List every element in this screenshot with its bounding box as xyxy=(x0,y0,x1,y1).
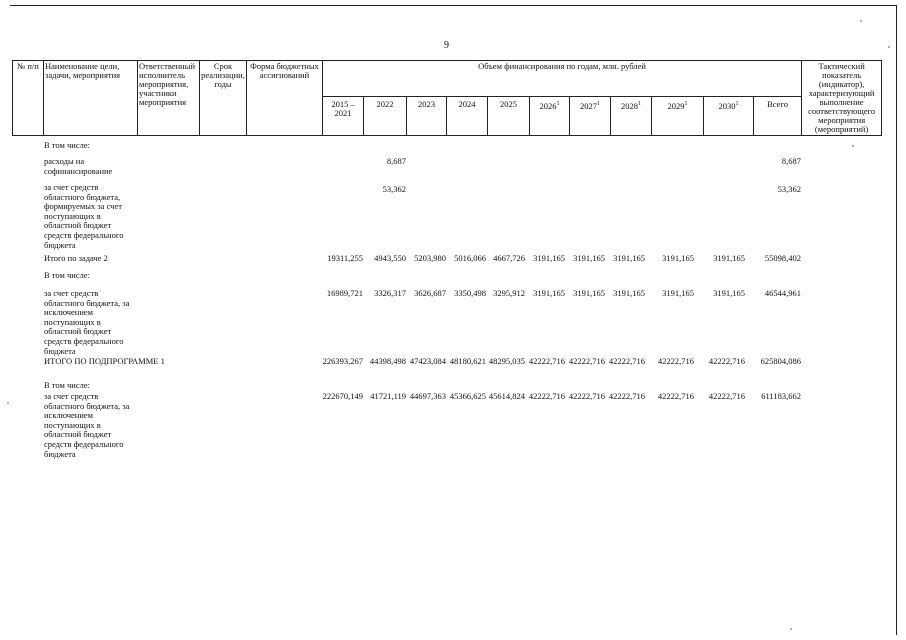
header-year-9 xyxy=(704,96,754,135)
year-label: 2025 xyxy=(500,98,517,109)
row-value: 8,687 xyxy=(386,156,406,166)
row-value: 53,362 xyxy=(777,184,801,194)
header-year-2 xyxy=(407,96,447,135)
row-value: 42222,716 xyxy=(708,391,745,401)
row-label: за счет средств областного бюджета, за исключением поступающих в областной бюджет средств федерального бюджета xyxy=(44,391,130,459)
row-value: 4943,550 xyxy=(374,253,406,263)
row-value: 3191,165 xyxy=(573,253,605,263)
year-footnote-mark: 1 xyxy=(556,100,560,107)
row-value: 42222,716 xyxy=(657,356,694,366)
row-value: 42222,716 xyxy=(528,391,565,401)
row-label: ИТОГО ПО ПОДПРОГРАММЕ 1 xyxy=(44,356,165,366)
scan-speck xyxy=(852,145,854,147)
header-period: Срок реализации, годы xyxy=(200,61,247,136)
header-volume: Объем финансирования по годам, млн. рублей xyxy=(323,61,802,97)
row-label: за счет средств областного бюджета, за исключением поступающих в областной бюджет средств федерального бюджета xyxy=(44,288,130,356)
row-value: 55098,402 xyxy=(764,253,801,263)
row-value: 45366,625 xyxy=(449,391,486,401)
header-year-6 xyxy=(570,96,611,135)
row-value: 48295,035 xyxy=(488,356,525,366)
row-value: 8,687 xyxy=(781,156,801,166)
row-value: 226393,267 xyxy=(322,356,363,366)
row-label: Итого по задаче 2 xyxy=(44,253,108,263)
row-value: 41721,119 xyxy=(370,391,406,401)
row-value: 3191,165 xyxy=(662,253,694,263)
header-year-4 xyxy=(488,96,530,135)
year-footnote-mark: 1 xyxy=(638,100,641,107)
row-label: В том числе: xyxy=(44,140,90,150)
row-label: за счет средств областного бюджета, формируемых за счет поступающих в областной бюджет средств федерального бюджета xyxy=(44,182,124,250)
header-indicator: Тактический показатель (индикатор), характеризующий выполнение соответствующего мероприятия (мероприятий) xyxy=(802,61,882,136)
year-footnote-mark: 1 xyxy=(597,100,600,107)
header-form: Форма бюджетных ассигнований xyxy=(247,61,323,136)
row-value: 3191,165 xyxy=(713,253,745,263)
row-label: В том числе: xyxy=(44,270,90,280)
row-value: 3326,317 xyxy=(374,288,406,298)
row-value: 44697,363 xyxy=(409,391,446,401)
row-value: 46544,961 xyxy=(764,288,801,298)
year-label: 2015 – 2021 xyxy=(331,98,355,118)
page-border-top xyxy=(10,5,896,6)
row-value: 625804,086 xyxy=(760,356,801,366)
header-year-3 xyxy=(447,96,488,135)
year-label: 2024 xyxy=(458,98,476,109)
row-value: 48180,621 xyxy=(449,356,486,366)
row-label: В том числе: xyxy=(44,380,90,390)
row-value: 3626,687 xyxy=(414,288,446,298)
scan-speck xyxy=(790,628,792,630)
year-footnote-mark: 1 xyxy=(735,100,739,107)
row-value: 19311,255 xyxy=(327,253,363,263)
row-value: 47423,084 xyxy=(409,356,446,366)
header-year-1 xyxy=(364,96,407,135)
row-label: расходы на софинансирование xyxy=(44,156,113,176)
row-value: 222670,149 xyxy=(322,391,363,401)
year-label: 2023 xyxy=(418,98,435,109)
header-name: Наименование цели, задачи, мероприятия xyxy=(44,61,138,136)
row-value: 42222,716 xyxy=(608,356,645,366)
header-responsible: Ответственный исполнитель мероприятия, участники мероприятия xyxy=(138,61,200,136)
row-value: 42222,716 xyxy=(568,391,605,401)
budget-table-header xyxy=(12,60,882,136)
row-value: 3191,165 xyxy=(613,253,645,263)
row-value: 611183,662 xyxy=(761,391,801,401)
header-year-5 xyxy=(530,96,570,135)
scan-speck xyxy=(888,46,890,48)
year-label: Всего xyxy=(767,98,788,109)
row-value: 42222,716 xyxy=(657,391,694,401)
header-year-7 xyxy=(611,96,652,135)
page-number: 9 xyxy=(444,40,449,51)
year-label: 2022 xyxy=(376,98,394,109)
row-value: 5203,980 xyxy=(414,253,446,263)
row-value: 42222,716 xyxy=(528,356,565,366)
page-border-right xyxy=(896,5,897,635)
year-label: 2027 xyxy=(580,100,597,111)
row-value: 3295,912 xyxy=(493,288,525,298)
row-value: 3191,165 xyxy=(662,288,694,298)
header-num: № п/п xyxy=(13,61,44,136)
row-value: 16989,721 xyxy=(326,288,363,298)
row-value: 45614,824 xyxy=(488,391,525,401)
row-value: 5016,066 xyxy=(454,253,486,263)
year-label: 2030 xyxy=(718,100,736,111)
row-value: 3191,165 xyxy=(533,288,565,298)
row-value: 42222,716 xyxy=(608,391,645,401)
scan-speck xyxy=(860,20,862,22)
year-label: 2026 xyxy=(539,100,557,111)
year-label: 2029 xyxy=(667,100,685,111)
header-year-10 xyxy=(754,96,802,135)
header-year-0 xyxy=(323,96,364,135)
scan-speck xyxy=(7,402,9,404)
row-value: 4667,726 xyxy=(493,253,525,263)
row-value: 3350,498 xyxy=(454,288,486,298)
year-label: 2028 xyxy=(621,100,638,111)
row-value: 42222,716 xyxy=(568,356,605,366)
row-value: 42222,716 xyxy=(708,356,745,366)
header-year-8 xyxy=(652,96,704,135)
row-value: 3191,165 xyxy=(613,288,645,298)
row-value: 53,362 xyxy=(382,184,406,194)
row-value: 3191,165 xyxy=(573,288,605,298)
row-value: 44398,498 xyxy=(369,356,406,366)
row-value: 3191,165 xyxy=(533,253,565,263)
year-footnote-mark: 1 xyxy=(684,100,688,107)
row-value: 3191,165 xyxy=(713,288,745,298)
